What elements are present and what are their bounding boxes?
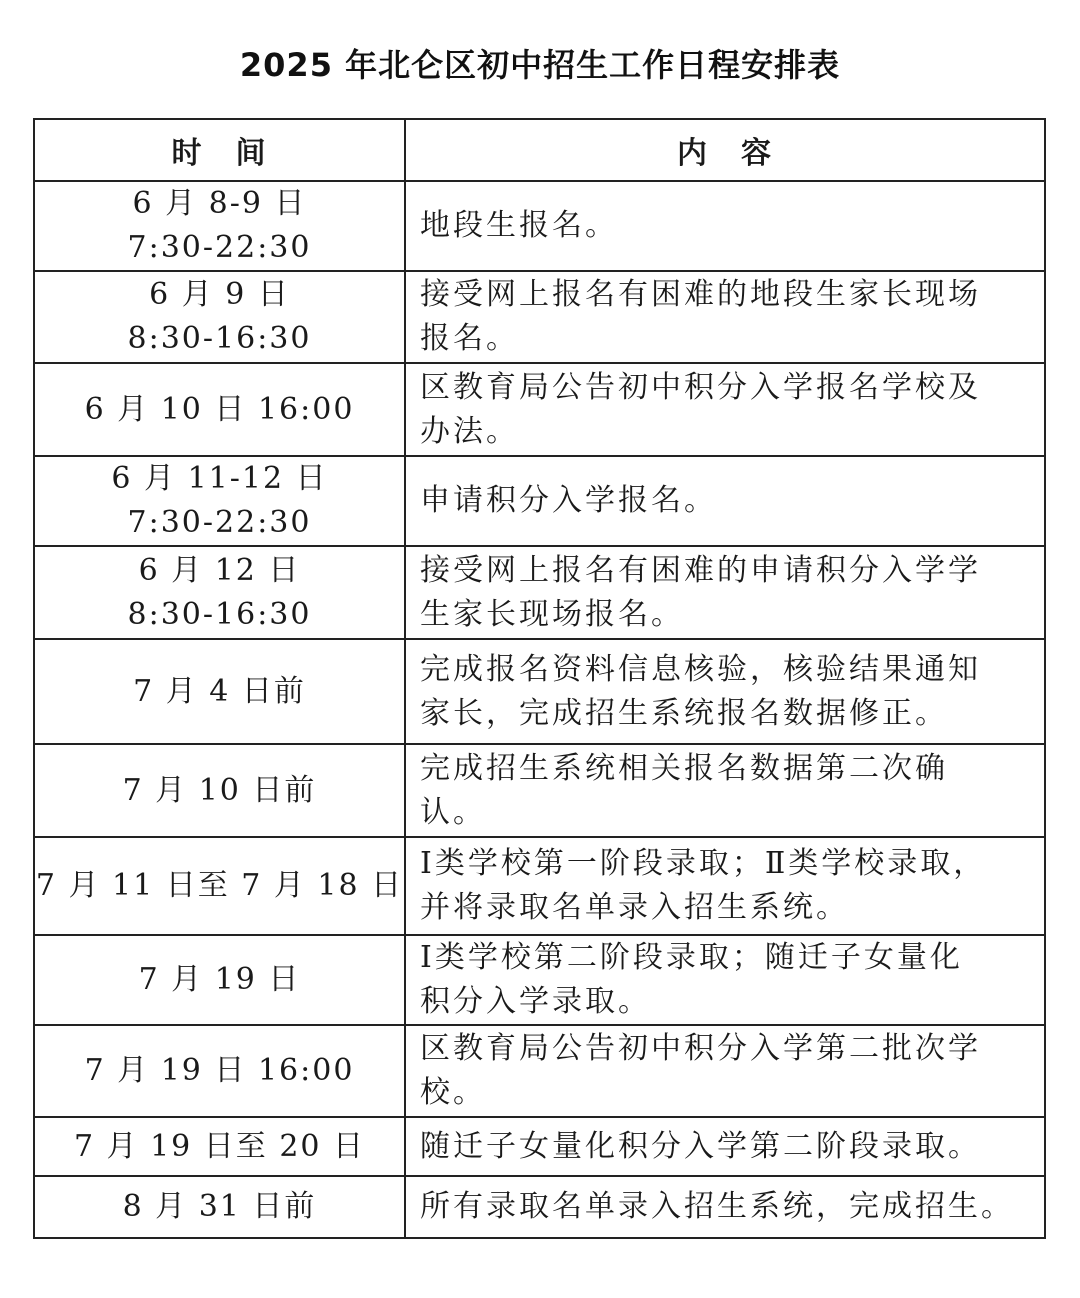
- content-cell: [405, 546, 1045, 639]
- content-cell: [405, 744, 1045, 837]
- content-line: 家长，完成招生系统报名数据修正。: [420, 695, 948, 731]
- content-line: Ⅰ类学校第二阶段录取；随迁子女量化: [420, 940, 963, 975]
- content-cell: [405, 271, 1045, 363]
- time-cell: [34, 271, 405, 363]
- time-line: 7:30-22:30: [127, 505, 312, 540]
- time-line: 6 月 11-12 日: [111, 461, 328, 496]
- content-line: 申请积分入学报名。: [420, 483, 717, 518]
- content-line: 所有录取名单录入招生系统，完成招生。: [420, 1189, 1014, 1224]
- content-line: 生家长现场报名。: [420, 596, 684, 632]
- table-row: [34, 639, 1045, 744]
- time-cell: [34, 181, 405, 271]
- time-line: 7 月 19 日: [138, 962, 301, 997]
- time-cell: [34, 1176, 405, 1238]
- time-line: 6 月 10 日 16:00: [84, 391, 355, 427]
- table-row: [34, 837, 1045, 935]
- table-row: [34, 935, 1045, 1025]
- time-line: 7 月 10 日前: [122, 772, 317, 808]
- content-cell: [405, 935, 1045, 1025]
- time-line: 7 月 11 日至 7 月 18 日: [35, 868, 404, 903]
- content-line: 区教育局公告初中积分入学报名学校及: [420, 369, 981, 405]
- content-line: 并将录取名单录入招生系统。: [420, 890, 849, 925]
- header-content: 内 容: [405, 119, 1045, 181]
- schedule-table: [33, 118, 1046, 1239]
- content-cell: [405, 363, 1045, 456]
- time-line: 6 月 12 日: [138, 552, 301, 588]
- content-line: 地段生报名。: [420, 208, 618, 243]
- time-line: 8 月 31 日前: [122, 1189, 317, 1224]
- content-line: 完成招生系统相关报名数据第二次确: [420, 750, 948, 786]
- content-line: 随迁子女量化积分入学第二阶段录取。: [420, 1128, 981, 1164]
- time-cell: [34, 1117, 405, 1176]
- content-cell: [405, 639, 1045, 744]
- time-cell: [34, 456, 405, 546]
- time-line: 7 月 19 日 16:00: [84, 1053, 355, 1088]
- table-row: [34, 744, 1045, 837]
- time-line: 6 月 9 日: [149, 277, 290, 312]
- content-cell: [405, 456, 1045, 546]
- table-row: [34, 363, 1045, 456]
- content-line: 认。: [420, 794, 486, 830]
- table-row: [34, 1117, 1045, 1176]
- time-line: 7 月 4 日前: [133, 673, 306, 709]
- schedule-body: [34, 181, 1045, 1238]
- content-line: 积分入学录取。: [420, 984, 651, 1019]
- content-line: 接受网上报名有困难的地段生家长现场: [420, 277, 981, 312]
- time-cell: [34, 363, 405, 456]
- content-line: Ⅰ类学校第一阶段录取；Ⅱ类学校录取，: [420, 846, 987, 881]
- time-line: 7:30-22:30: [127, 230, 312, 265]
- table-row: [34, 181, 1045, 271]
- time-cell: [34, 935, 405, 1025]
- table-row: [34, 456, 1045, 546]
- time-cell: [34, 837, 405, 935]
- content-cell: [405, 1117, 1045, 1176]
- time-line: 7 月 19 日至 20 日: [73, 1128, 366, 1164]
- content-line: 校。: [420, 1075, 486, 1110]
- time-cell: [34, 546, 405, 639]
- content-line: 区教育局公告初中积分入学第二批次学: [420, 1031, 981, 1066]
- time-line: 6 月 8-9 日: [132, 186, 307, 221]
- time-cell: [34, 744, 405, 837]
- table-row: [34, 1176, 1045, 1238]
- table-header-row: [34, 119, 1045, 181]
- table-row: [34, 271, 1045, 363]
- content-line: 报名。: [420, 321, 519, 356]
- content-cell: [405, 1025, 1045, 1117]
- table-row: [34, 546, 1045, 639]
- content-line: 接受网上报名有困难的申请积分入学学: [420, 552, 981, 588]
- time-cell: [34, 639, 405, 744]
- content-line: 办法。: [420, 413, 519, 449]
- content-cell: [405, 181, 1045, 271]
- table-row: [34, 1025, 1045, 1117]
- time-line: 8:30-16:30: [127, 321, 312, 356]
- page-title: 2025 年北仑区初中招生工作日程安排表: [239, 46, 841, 84]
- content-cell: [405, 1176, 1045, 1238]
- header-time: 时 间: [34, 119, 405, 181]
- time-cell: [34, 1025, 405, 1117]
- time-line: 8:30-16:30: [127, 596, 312, 632]
- content-line: 完成报名资料信息核验，核验结果通知: [420, 651, 981, 687]
- content-cell: [405, 837, 1045, 935]
